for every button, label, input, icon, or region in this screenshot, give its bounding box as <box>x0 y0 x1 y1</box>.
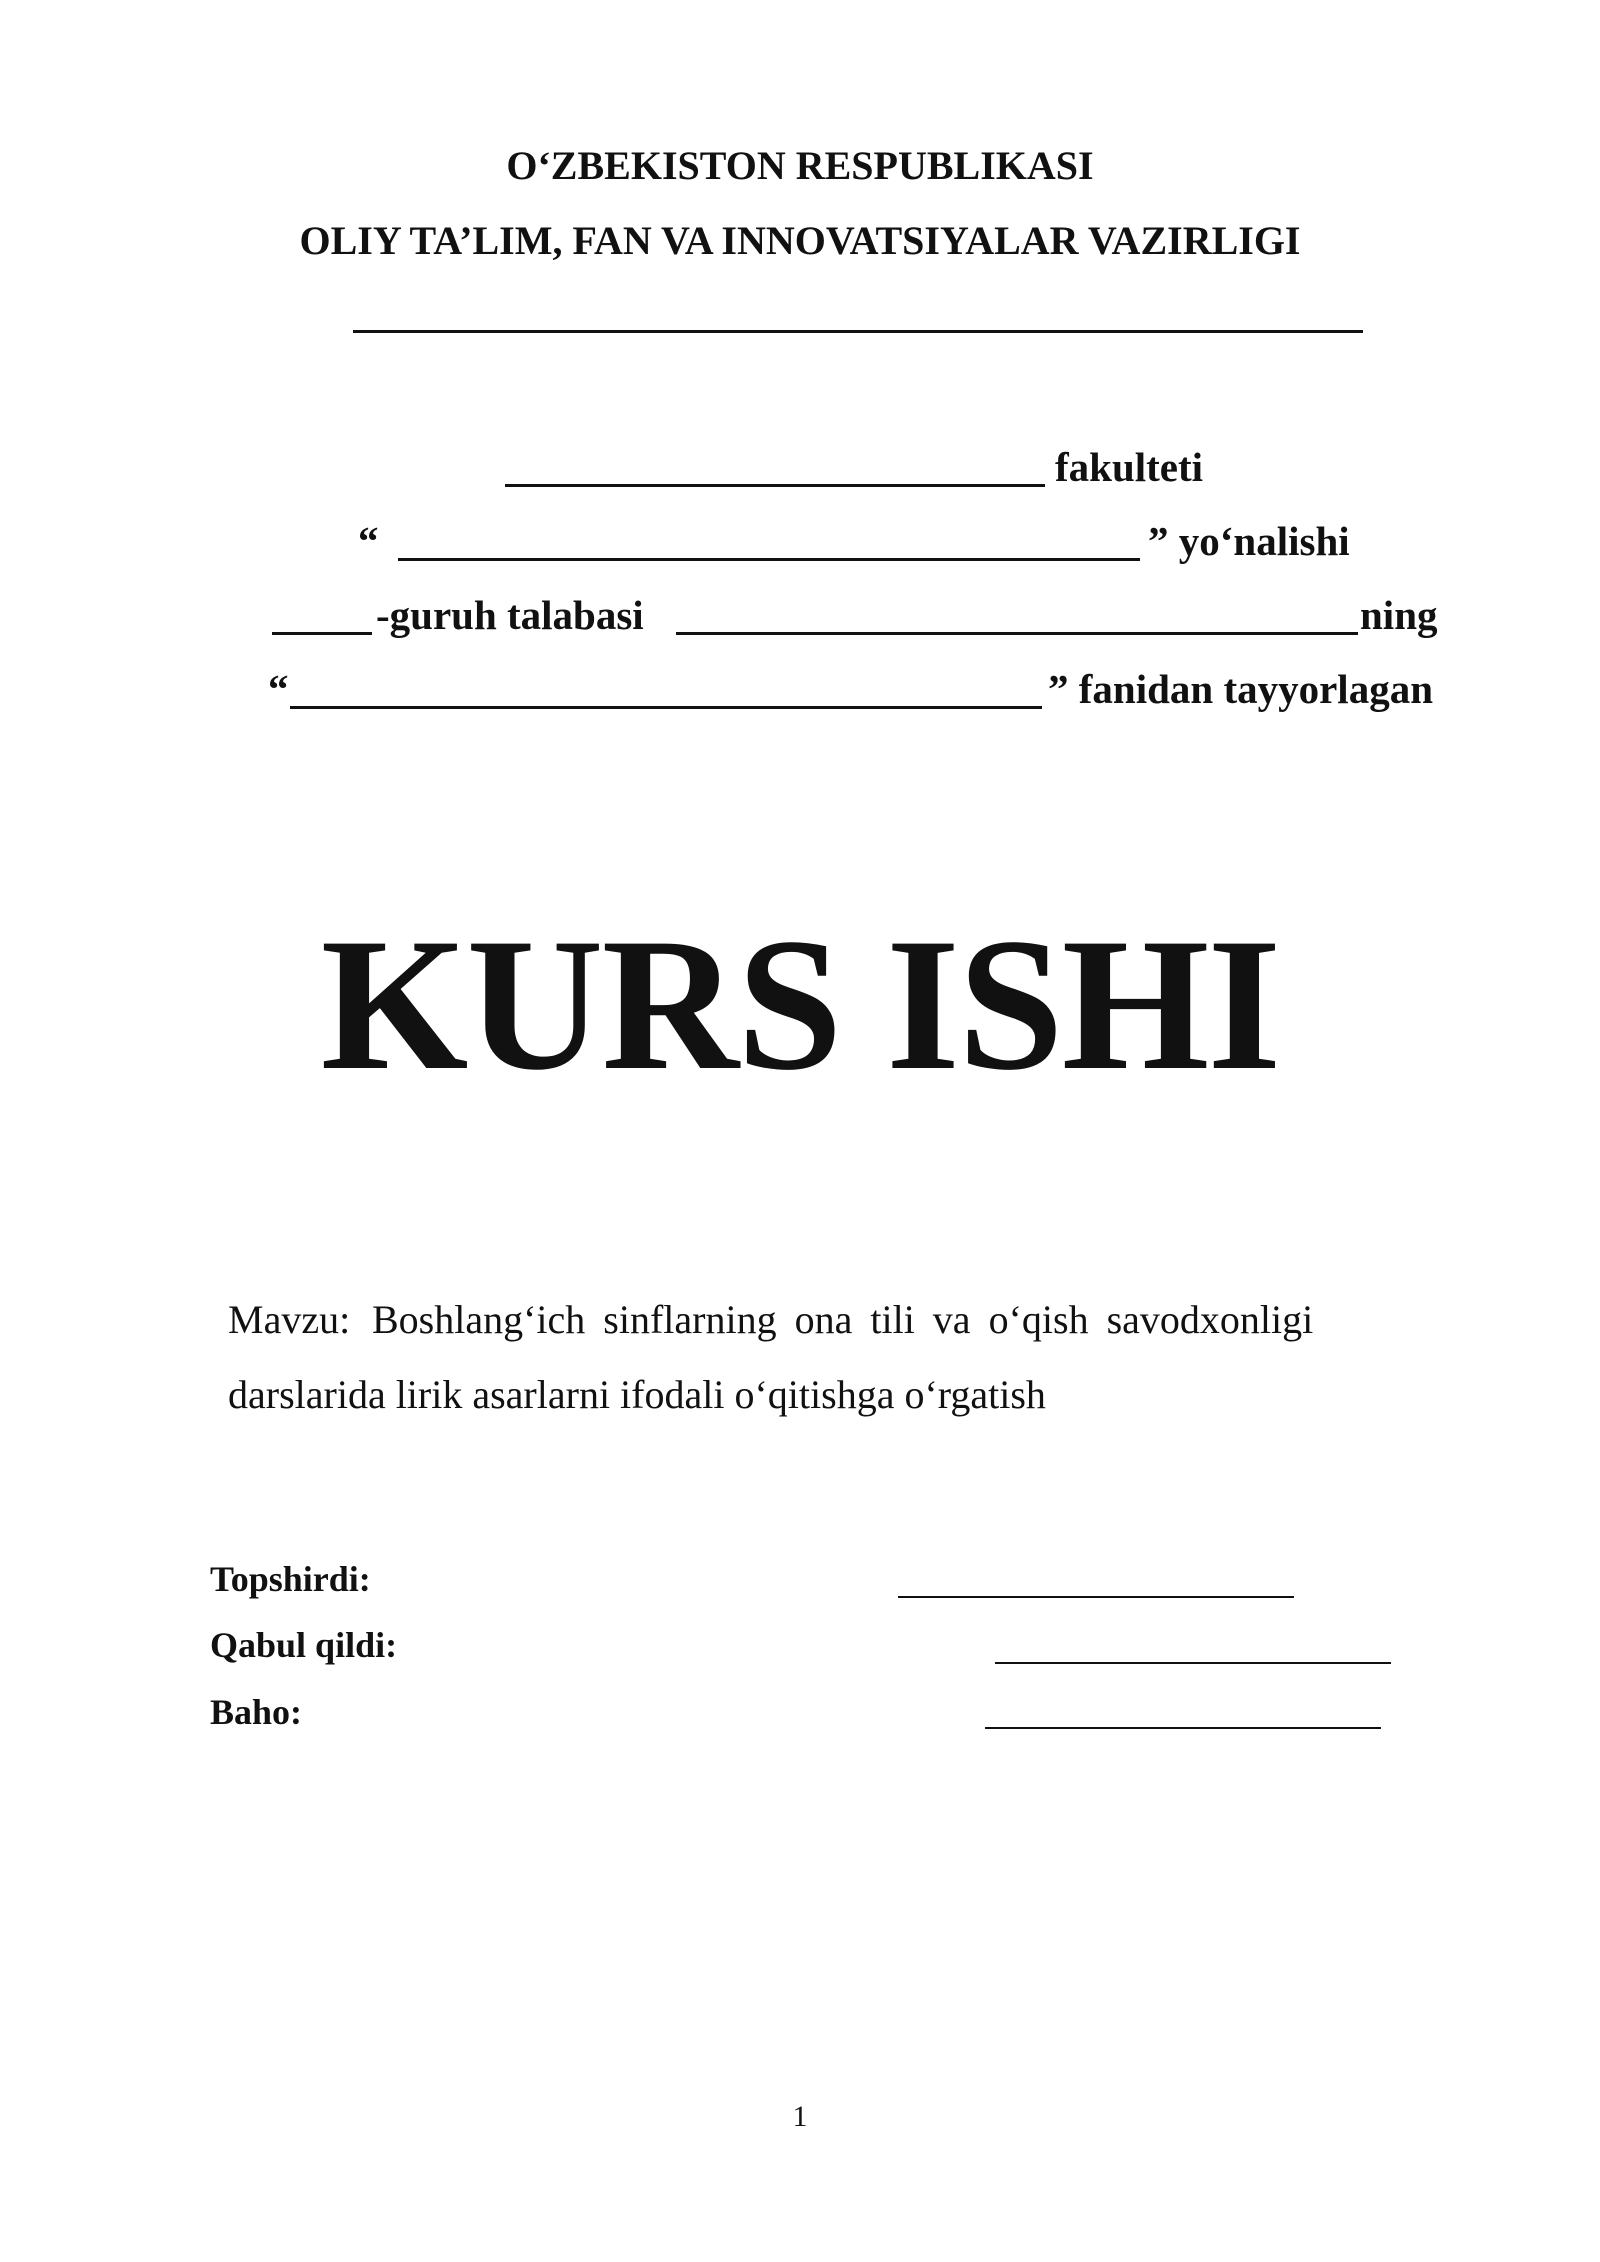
group-number-blank <box>272 632 372 635</box>
direction-blank <box>398 558 1140 561</box>
student-name-blank <box>676 632 1358 635</box>
document-title: KURS ISHI <box>320 900 1280 1110</box>
direction-open-quote: “ <box>358 518 379 564</box>
submitted-signature-blank <box>898 1596 1294 1598</box>
ministry-name-heading: OLIY TA’LIM, FAN VA INNOVATSIYALAR VAZIRLIGI <box>299 218 1301 263</box>
university-name-blank <box>353 330 1363 333</box>
student-genitive-label: ning <box>1360 592 1438 638</box>
submitted-label: Topshirdi: <box>210 1559 371 1599</box>
page-number: 1 <box>792 2100 808 2133</box>
topic-text-line1: Boshlang‘ich sinflarning ona tili va o‘qish savodxonligi <box>372 1297 1314 1342</box>
accepted-signature-blank <box>995 1662 1391 1664</box>
subject-open-quote: “ <box>268 666 289 712</box>
topic-label: Mavzu: <box>228 1297 351 1342</box>
subject-label: ” fanidan tayyorlagan <box>1048 666 1433 712</box>
grade-blank <box>985 1727 1381 1729</box>
faculty-label: fakulteti <box>1055 444 1204 490</box>
ministry-country-heading: O‘ZBEKISTON RESPUBLIKASI <box>506 143 1094 188</box>
accepted-label: Qabul qildi: <box>210 1625 398 1665</box>
topic-text-line2: darslarida lirik asarlarni ifodali o‘qitishga o‘rgatish <box>228 1372 1046 1417</box>
grade-label: Baho: <box>210 1692 303 1732</box>
direction-label: ” yo‘nalishi <box>1148 518 1350 564</box>
subject-blank <box>290 706 1042 709</box>
faculty-blank <box>505 484 1045 487</box>
group-student-label: -guruh talabasi <box>376 592 644 638</box>
